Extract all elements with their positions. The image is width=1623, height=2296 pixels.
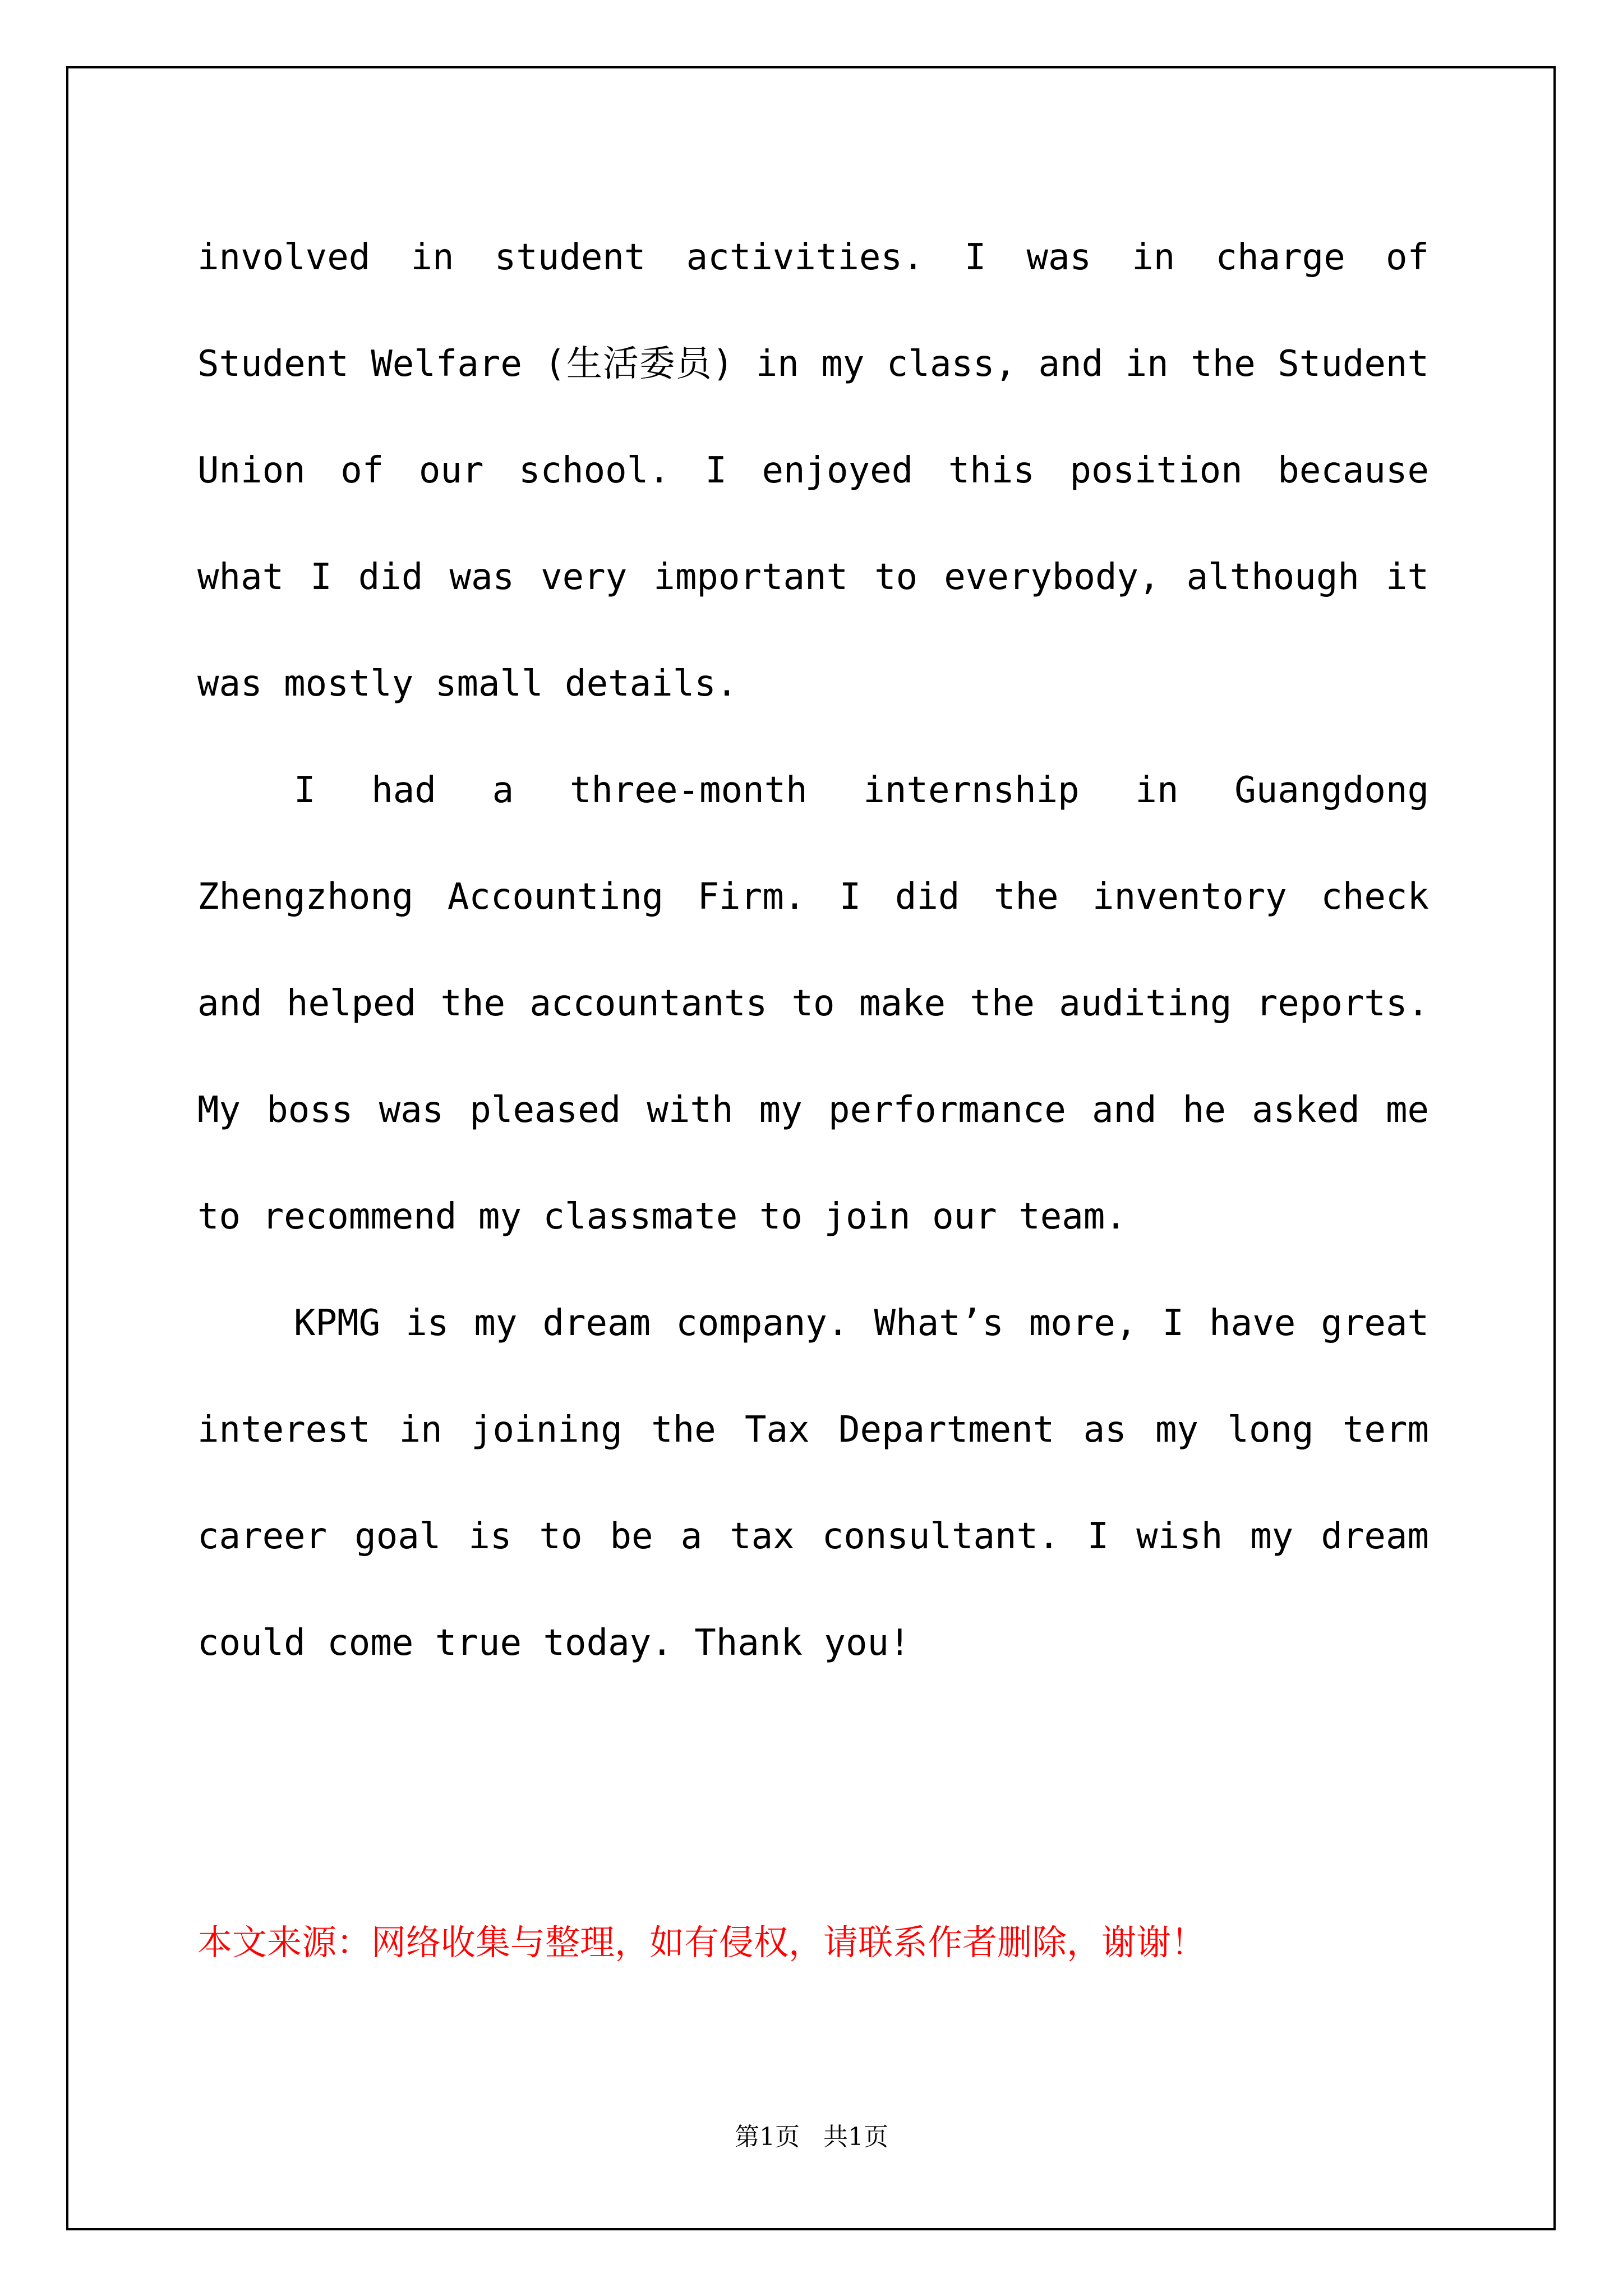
source-note: 本文来源：网络收集与整理，如有侵权，请联系作者删除，谢谢！ xyxy=(197,1922,1206,1963)
paragraph-internship: I had a three-month internship in Guangdong Zhengzhong Accounting Firm. I did the inventory check and helped the accountants to make the auditing reports. My boss was pleased with my performance and he asked me to recommend my classmate to join our team. xyxy=(197,770,1429,1237)
document-body xyxy=(197,204,1429,1696)
paragraph-student-activities: involved in student activities. I was in charge of Student Welfare (生活委员) in my class, and in the Student Union of our school. I enjoyed this position because what I did was very important to everybody, although it was mostly small details. xyxy=(197,237,1429,705)
page-footer: 第1页 共1页 xyxy=(735,2123,888,2151)
paragraph-career-goal: KPMG is my dream company. What’s more, I have great interest in joining the Tax Department as my long term career goal is to be a tax consultant. I wish my dream could come true today. Thank you! xyxy=(197,1303,1429,1664)
